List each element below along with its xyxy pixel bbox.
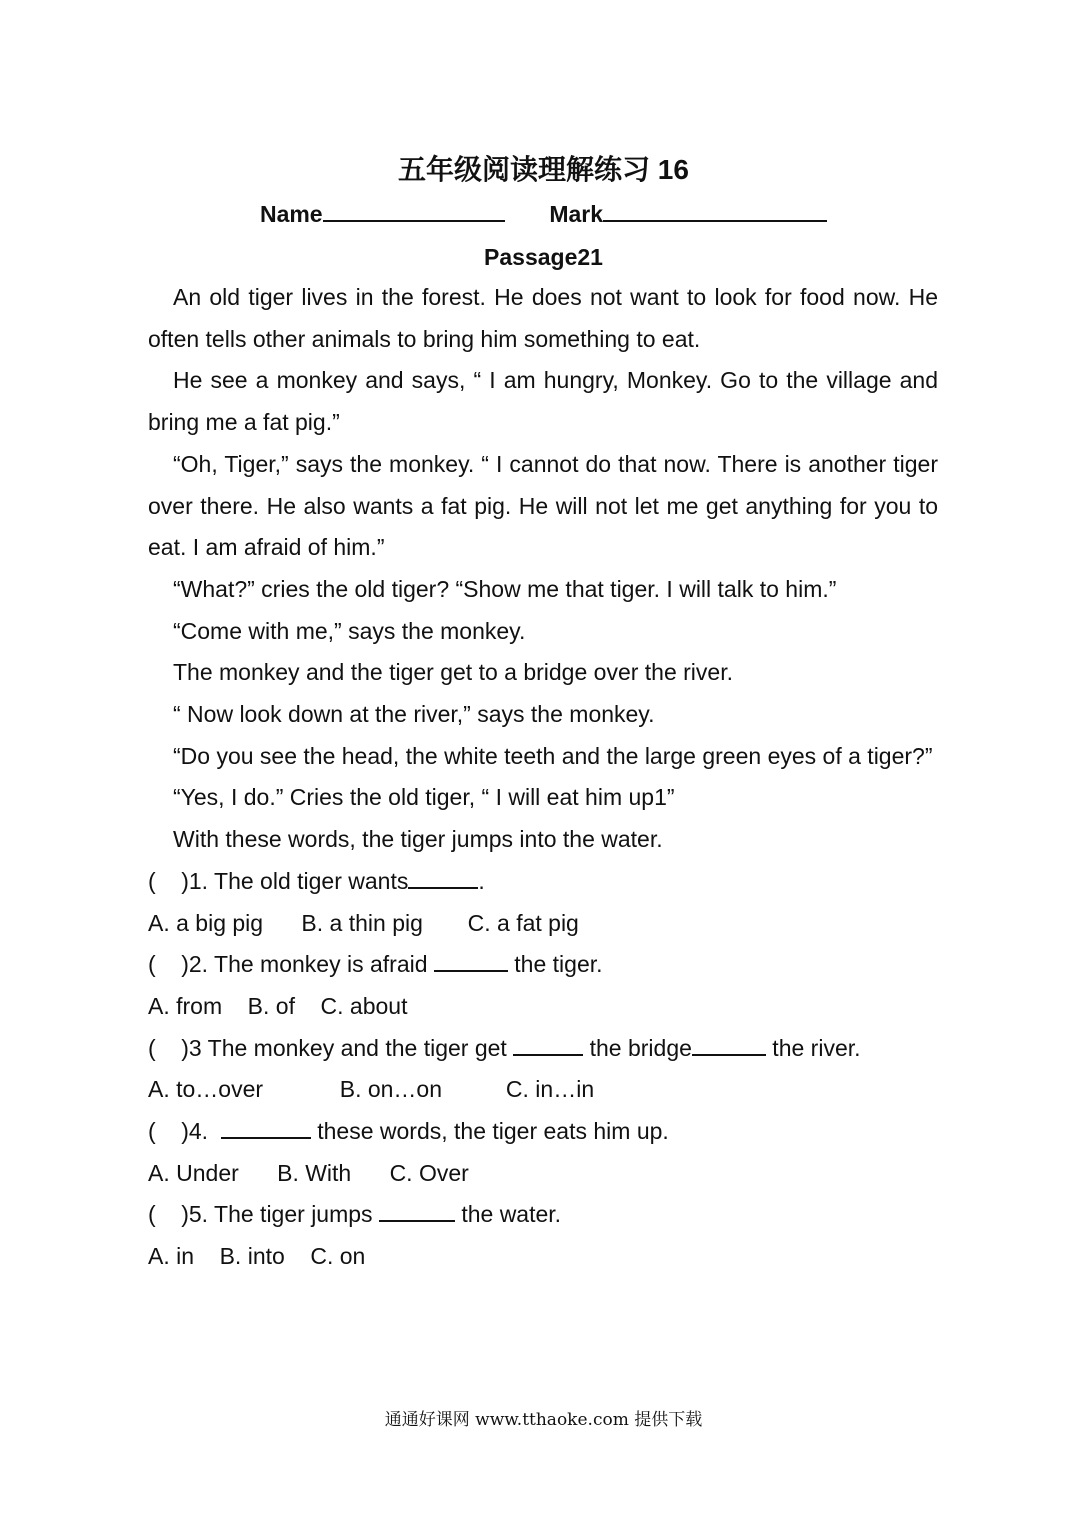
paragraph: The monkey and the tiger get to a bridge over the river. [173, 659, 733, 686]
question-5: ( )5. The tiger jumps the water. [148, 1201, 562, 1228]
question-4-options: A. Under B. With C. Over [148, 1159, 469, 1186]
question-1-options: A. a big pig B. a thin pig C. a fat pig [148, 909, 579, 936]
mark-field[interactable] [603, 200, 827, 222]
question-4: ( )4. these words, the tiger eats him up. [148, 1118, 669, 1145]
question-3: ( )3 The monkey and the tiger get the bridge the river. [148, 1034, 861, 1061]
paragraph: “Do you see the head, the white teeth and the large green eyes of a tiger?” [173, 742, 933, 769]
answer-blank[interactable] [513, 1034, 583, 1056]
answer-blank[interactable] [434, 950, 508, 972]
answer-blank[interactable] [379, 1200, 455, 1222]
paragraph: “What?” cries the old tiger? “Show me that tiger. I will talk to him.” [173, 575, 837, 602]
paragraph: An old tiger lives in the forest. He does not want to look for food now. He often tells other animals to bring him something to eat. [148, 284, 938, 352]
name-label: Name [259, 201, 323, 227]
question-2-options: A. from B. of C. about [148, 992, 408, 1019]
paragraph: With these words, the tiger jumps into the water. [173, 826, 663, 853]
name-field[interactable] [323, 200, 505, 222]
answer-blank[interactable] [221, 1117, 311, 1139]
question-2: ( )2. The monkey is afraid the tiger. [148, 951, 603, 978]
name-mark-line [0, 196, 1087, 232]
paragraph: “ Now look down at the river,” says the monkey. [173, 701, 655, 728]
question-1: ( )1. The old tiger wants . [148, 867, 485, 894]
answer-blank[interactable] [692, 1034, 766, 1056]
question-3-options: A. to…over B. on…on C. in…in [148, 1076, 595, 1103]
passage-title: Passage21 [484, 244, 603, 270]
paragraph: “Oh, Tiger,” says the monkey. “ I cannot do that now. There is another tiger over there. He also wants a fat pig. He will not let me get anything for you to eat. I am afraid of him.” [148, 450, 938, 561]
answer-blank[interactable] [408, 867, 478, 889]
paragraph: He see a monkey and says, “ I am hungry, Monkey. Go to the village and bring me a fat pig.” [148, 367, 938, 436]
mark-label: Mark [549, 201, 604, 227]
paragraph: “Come with me,” says the monkey. [173, 617, 526, 644]
passage-body [148, 277, 938, 1278]
question-5-options: A. in B. into C. on [148, 1243, 366, 1270]
paragraph: “Yes, I do.” Cries the old tiger, “ I will eat him up1” [173, 784, 675, 811]
page-title: 五年级阅读理解练习 16 [398, 154, 689, 185]
footer-credit: 通通好课网 www.tthaoke.com 提供下载 [384, 1410, 703, 1430]
